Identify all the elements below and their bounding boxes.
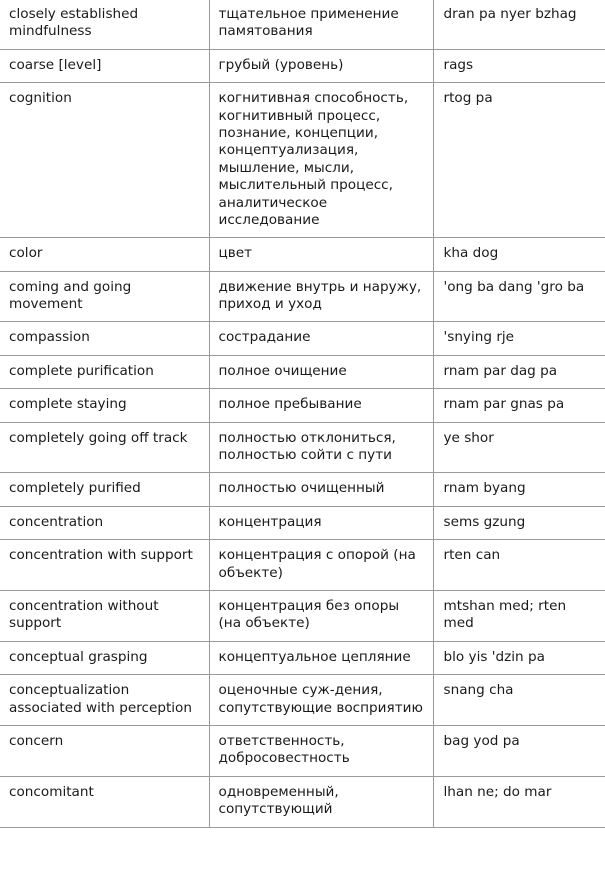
- table-row: [0, 641, 605, 674]
- term-english: complete staying: [0, 389, 209, 422]
- term-english: completely purified: [0, 473, 209, 506]
- term-russian: концентрация без опоры (на объекте): [209, 590, 433, 641]
- term-english: compassion: [0, 322, 209, 355]
- term-tibetan: 'snying rje: [443, 329, 515, 346]
- table-row: [0, 776, 605, 827]
- term-tibetan: 'ong ba dang 'gro ba: [443, 278, 585, 295]
- term-english: concentration: [0, 506, 209, 539]
- term-tibetan: rags: [443, 56, 474, 73]
- term-russian: полное пребывание: [209, 389, 433, 422]
- term-tibetan: dran pa nyer bzhag: [443, 6, 577, 22]
- table-row: [0, 540, 605, 591]
- term-russian: концептуальное цепляние: [209, 641, 433, 674]
- term-english: cognition: [0, 83, 209, 238]
- table-row: [0, 238, 605, 271]
- term-russian: полностью отклониться, полностью сойти с пути: [209, 422, 433, 473]
- term-russian: цвет: [209, 238, 433, 271]
- term-russian: сострадание: [209, 322, 433, 355]
- term-tibetan: rnam par dag pa: [443, 362, 558, 379]
- term-english: conceptual grasping: [0, 641, 209, 674]
- term-russian: тщательное применение памятования: [209, 0, 433, 49]
- term-tibetan: snang cha: [443, 682, 514, 699]
- table-row: [0, 389, 605, 422]
- term-russian: концентрация: [209, 506, 433, 539]
- table-row: [0, 422, 605, 473]
- table-row: [0, 590, 605, 641]
- term-tibetan: ye shor: [443, 429, 494, 446]
- term-tibetan: kha dog: [443, 245, 499, 262]
- table-row: [0, 322, 605, 355]
- term-english: completely going off track: [0, 422, 209, 473]
- term-russian: ответственность, добросовестность: [209, 725, 433, 776]
- term-tibetan: rnam byang: [443, 480, 526, 497]
- table-row: [0, 675, 605, 726]
- term-english: coarse [level]: [0, 49, 209, 82]
- term-tibetan: rtog pa: [443, 90, 493, 107]
- term-russian: одновременный, сопутствующий: [209, 776, 433, 827]
- table-row: [0, 725, 605, 776]
- table-row: [0, 473, 605, 506]
- term-tibetan: lhan ne; do mar: [443, 783, 552, 800]
- table-row: [0, 271, 605, 322]
- term-russian: полностью очищенный: [209, 473, 433, 506]
- table-row: [0, 506, 605, 539]
- term-tibetan: mtshan med; rten med: [443, 597, 567, 632]
- term-english: concomitant: [0, 776, 209, 827]
- term-english: closely established mindfulness: [0, 0, 209, 49]
- term-tibetan: bag yod pa: [443, 732, 520, 749]
- table-row: [0, 355, 605, 388]
- term-russian: концентрация с опорой (на объекте): [209, 540, 433, 591]
- term-russian: оценочные суж-дения, сопутствующие восприятию: [209, 675, 433, 726]
- term-english: concentration without support: [0, 590, 209, 641]
- table-row: [0, 49, 605, 82]
- term-english: concentration with support: [0, 540, 209, 591]
- term-english: complete purification: [0, 355, 209, 388]
- term-tibetan: rnam par gnas pa: [443, 396, 565, 413]
- term-tibetan: rten can: [443, 547, 501, 564]
- table-row: [0, 83, 605, 238]
- term-tibetan: sems gzung: [443, 513, 526, 530]
- term-tibetan: blo yis 'dzin pa: [443, 648, 545, 665]
- term-english: conceptualization associated with perception: [0, 675, 209, 726]
- term-russian: когнитивная способность, когнитивный процесс, познание, концепции, концептуализация, мышление, мысли, мыслительный процесс, аналитическое исследование: [209, 83, 433, 238]
- term-russian: грубый (уровень): [209, 49, 433, 82]
- term-english: color: [0, 238, 209, 271]
- term-english: concern: [0, 725, 209, 776]
- table-row: [0, 0, 605, 49]
- term-russian: движение внутрь и наружу, приход и уход: [209, 271, 433, 322]
- term-russian: полное очищение: [209, 355, 433, 388]
- term-english: coming and going movement: [0, 271, 209, 322]
